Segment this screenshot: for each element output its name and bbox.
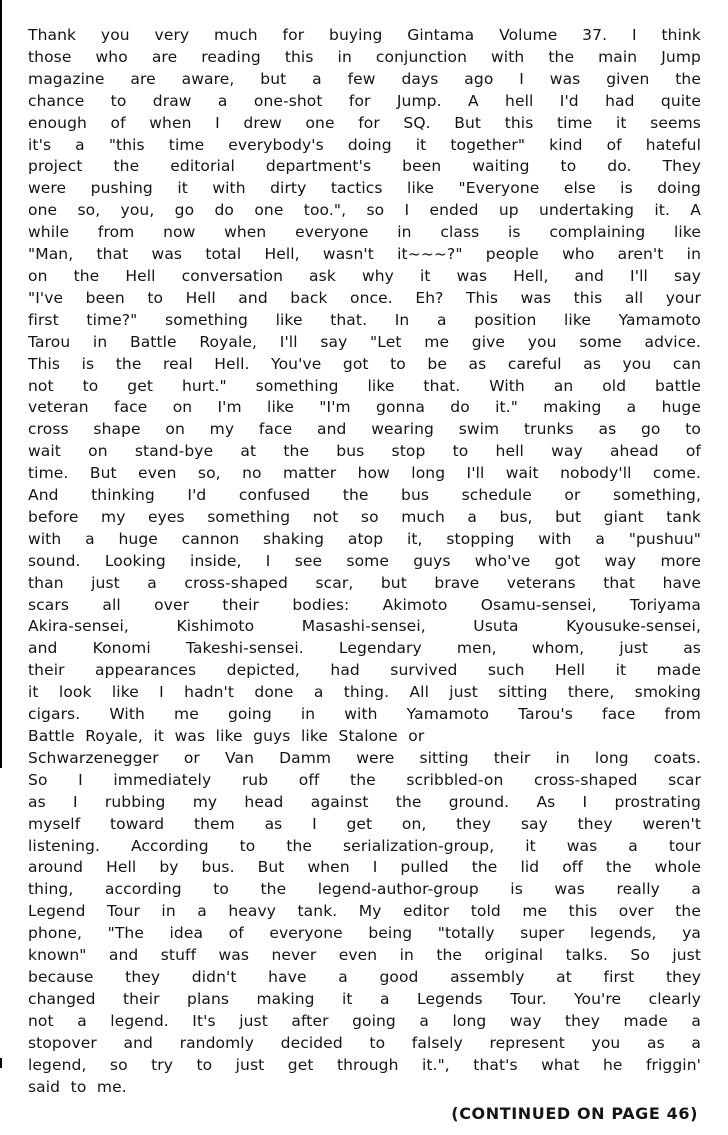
text-line: not a legend. It's just after going a long way they made a — [28, 1011, 701, 1030]
text-line: "I've been to Hell and back once. Eh? This was this all your — [28, 288, 701, 307]
text-line: time. But even so, no matter how long I'll wait nobody'll come. — [28, 464, 701, 483]
text-line: scars all over their bodies: Akimoto Osamu-sensei, Toriyama — [28, 595, 701, 614]
text-line: as I rubbing my head against the ground. As I prostrating — [28, 792, 701, 811]
text-line: So I immediately rub off the scribbled-on cross-shaped scar — [28, 770, 701, 789]
text-line: phone, "The idea of everyone being "totally super legends, ya — [28, 924, 701, 943]
text-line: around Hell by bus. But when I pulled the lid off the whole — [28, 858, 701, 877]
scan-artifact-left-tick — [0, 1058, 2, 1068]
text-line: chance to draw a one-shot for Jump. A hell I'd had quite — [28, 91, 701, 110]
text-line: not to get hurt." something like that. With an old battle — [28, 376, 701, 395]
text-line: it look like I hadn't done a thing. All just sitting there, smoking — [28, 683, 701, 702]
text-line: Legend Tour in a heavy tank. My editor told me this over the — [28, 902, 701, 921]
text-line: thing, according to the legend-author-group is was really a — [28, 880, 701, 899]
text-line: cross shape on my face and wearing swim trunks as go to — [28, 420, 701, 439]
text-line: project the editorial department's been waiting to do. They — [28, 157, 701, 176]
text-line: than just a cross-shaped scar, but brave veterans that have — [28, 573, 701, 592]
text-line: it's a "this time everybody's doing it together" kind of hateful — [28, 135, 701, 154]
text-line: "Man, that was total Hell, wasn't it~~~?" people who aren't in — [28, 245, 701, 264]
text-line: changed their plans making it a Legends Tour. You're clearly — [28, 989, 701, 1008]
text-line: Akira-sensei, Kishimoto Masashi-sensei, Usuta Kyousuke-sensei, — [28, 617, 701, 636]
scan-artifact-left-border — [0, 0, 2, 768]
text-line: with a huge cannon shaking atop it, stopping with a "pushuu" — [28, 529, 701, 548]
text-line: their appearances depicted, had survived such Hell it made — [28, 661, 701, 680]
text-line: And thinking I'd confused the bus schedule or something, — [28, 486, 701, 505]
text-line: one so, you, go do one too.", so I ended up undertaking it. A — [28, 201, 701, 220]
text-line: sound. Looking inside, I see some guys who've got way more — [28, 551, 701, 570]
text-line: while from now when everyone in class is complaining like — [28, 223, 701, 242]
text-line: magazine are aware, but a few days ago I was given the — [28, 69, 701, 88]
text-line: cigars. With me going in with Yamamoto Tarou's face from — [28, 705, 701, 724]
text-line: were pushing it with dirty tactics like "Everyone else is doing — [28, 179, 701, 198]
text-line: This is the real Hell. You've got to be as careful as you can — [28, 354, 701, 373]
text-line: said to me. — [28, 1077, 127, 1096]
text-line: enough of when I drew one for SQ. But this time it seems — [28, 113, 701, 132]
text-line: myself toward them as I get on, they say they weren't — [28, 814, 701, 833]
text-line: legend, so try to just get through it.", that's what he friggin' — [28, 1055, 701, 1074]
text-line: listening. According to the serialization-group, it was a tour — [28, 836, 701, 855]
text-line: Schwarzenegger or Van Damm were sitting their in long coats. — [28, 748, 701, 767]
text-line: stopover and randomly decided to falsely represent you as a — [28, 1033, 701, 1052]
text-line: on the Hell conversation ask why it was Hell, and I'll say — [28, 266, 701, 285]
text-line: Thank you very much for buying Gintama Volume 37. I think — [28, 26, 701, 44]
text-line: Tarou in Battle Royale, I'll say "Let me give you some advice. — [28, 332, 701, 351]
continued-on-page-label: (CONTINUED ON PAGE 46) — [451, 1104, 698, 1124]
text-line: wait on stand-bye at the bus stop to hell way ahead of — [28, 442, 701, 461]
text-line: because they didn't have a good assembly at first they — [28, 967, 701, 986]
text-line: known" and stuff was never even in the original talks. So just — [28, 946, 701, 965]
text-line: first time?" something like that. In a position like Yamamoto — [28, 310, 701, 329]
text-line: veteran face on I'm like "I'm gonna do it." making a huge — [28, 398, 701, 417]
text-line: Battle Royale, it was like guys like Stalone or — [28, 727, 425, 745]
author-note-text — [28, 25, 701, 1125]
text-line: those who are reading this in conjunction with the main Jump — [28, 47, 701, 66]
footer — [28, 1103, 701, 1125]
text-line: before my eyes something not so much a bus, but giant tank — [28, 507, 701, 526]
text-line: and Konomi Takeshi-sensei. Legendary men, whom, just as — [28, 639, 701, 658]
